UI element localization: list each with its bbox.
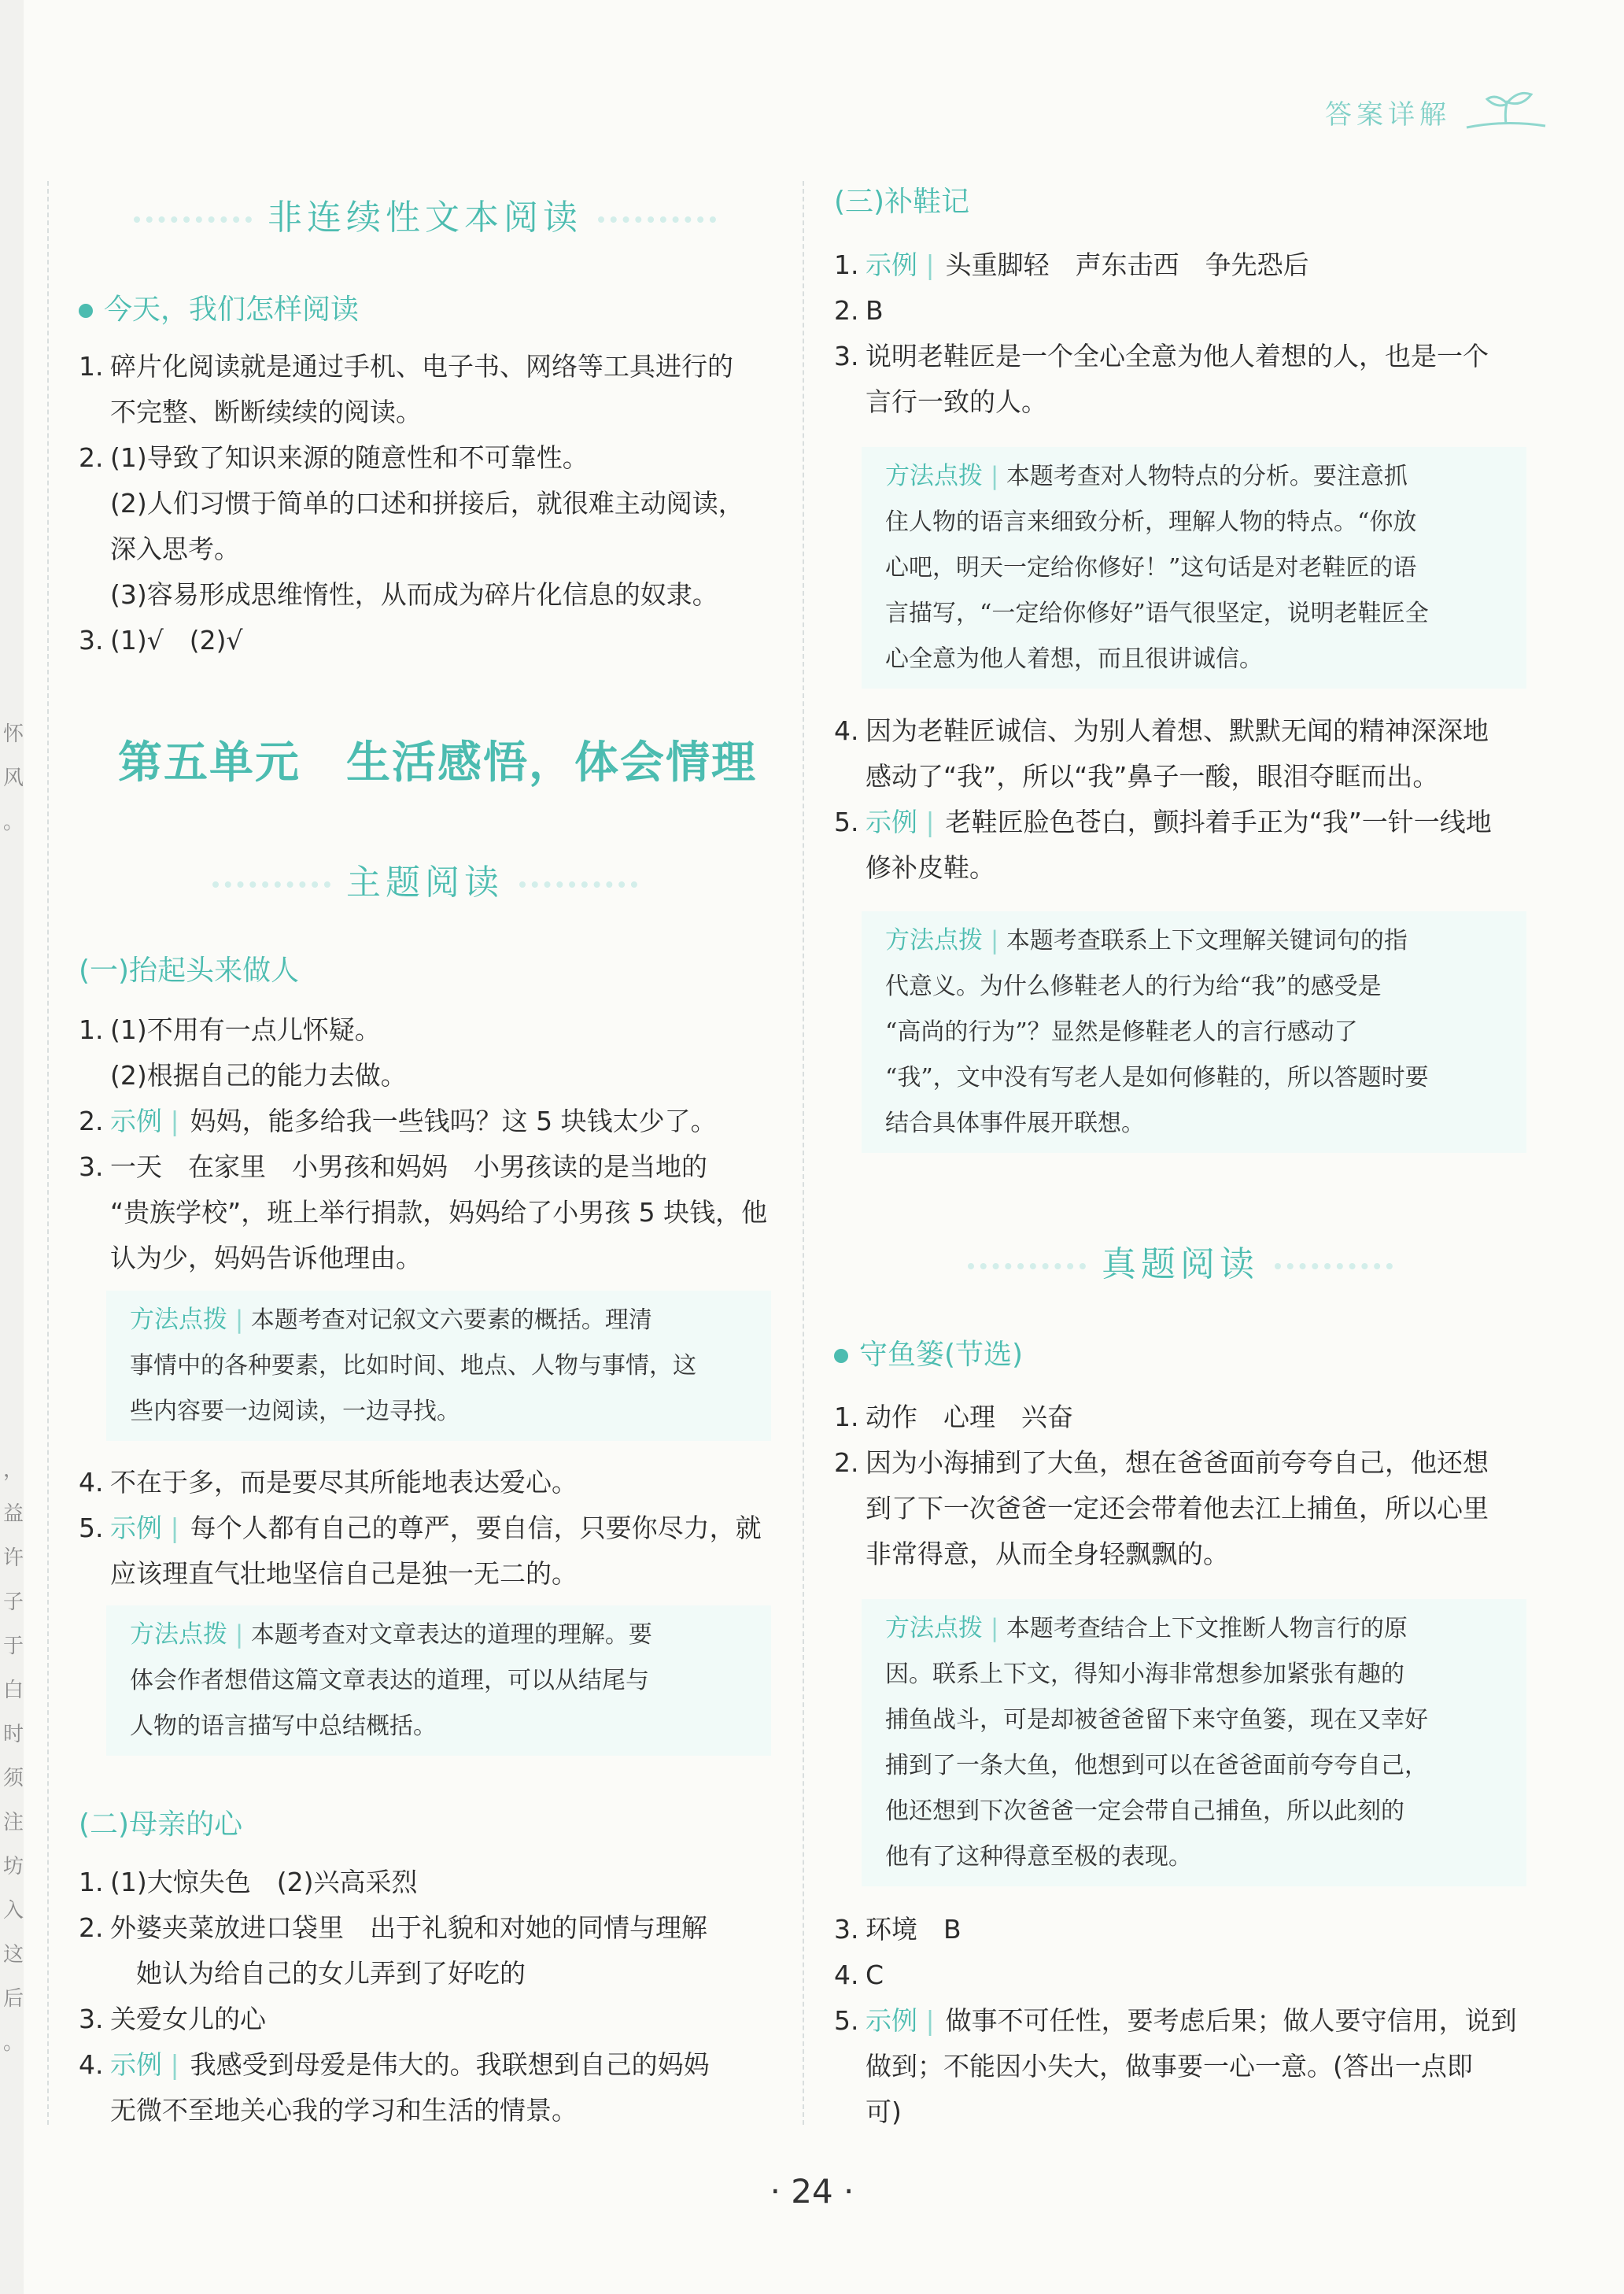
answer-item: 5. 示例 | 每个人都有自己的尊严，要自信，只要你尽力，就 应该理直气壮地坚信自己是独一无二的。 <box>79 1505 771 1597</box>
answer-item: 1. (1)不用有一点儿怀疑。 (2)根据自己的能力去做。 <box>79 1014 407 1091</box>
column-divider-center <box>803 181 804 2125</box>
subsection-title-1: (一)抬起头来做人 <box>79 955 300 987</box>
section-title-noncontinuous: 非连续性文本阅读 <box>79 189 771 239</box>
page-header <box>1325 88 1553 135</box>
answer-item: 4. 因为老鞋匠诚信、为别人着想、默默无闻的精神深深地 感动了“我”，所以“我”鼻子一酸，眼泪夺眶而出。 <box>834 715 1489 792</box>
bullet-icon <box>834 1349 848 1363</box>
answer-item: 4. 示例 | 我感受到母爱是伟大的。我联想到自己的妈妈 无微不至地关心我的学习和生活的情景。 <box>79 2042 771 2133</box>
edge-char: 后 <box>3 1987 24 2011</box>
edge-char: ， <box>3 1458 24 1482</box>
example-tag: 示例 | <box>110 1513 179 1543</box>
header-title: 答案详解 <box>1325 98 1451 131</box>
example-tag: 示例 | <box>110 2049 179 2080</box>
subsection-title-today: 今天，我们怎样阅读 <box>79 287 359 327</box>
answer-item: 1. 示例 | 头重脚轻 声东击西 争先恐后 <box>834 242 1526 288</box>
answer-item: 1. 动作 心理 兴奋 <box>834 1402 1073 1432</box>
page-number: · 24 · <box>770 2172 854 2211</box>
answer-item: 1. 碎片化阅读就是通过手机、电子书、网络等工具进行的 不完整、断断续续的阅读。 <box>79 351 733 427</box>
example-tag: 示例 | <box>866 807 935 837</box>
answer-item: 2. B <box>834 295 884 326</box>
method-tag: 方法点拨 | <box>885 926 998 955</box>
method-tip: 方法点拨 | 本题考查对记叙文六要素的概括。理清 事情中的各种要素，比如时间、地点、人物与事情，这 些内容要一边阅读，一边寻找。 <box>106 1291 771 1441</box>
subsection-title-3: (三)补鞋记 <box>834 186 970 218</box>
edge-char: 。 <box>3 2031 24 2055</box>
answer-item: 2. 外婆夹菜放进口袋里 出于礼貌和对她的同情与理解 她认为给自己的女儿弄到了好吃的 <box>79 1912 707 1989</box>
method-tag: 方法点拨 | <box>130 1306 243 1334</box>
edge-text-lower <box>3 1448 24 2065</box>
answer-item: 5. 示例 | 老鞋匠脸色苍白，颤抖着手正为“我”一针一线地 修补皮鞋。 <box>834 800 1526 891</box>
answer-item: 4. 不在于多，而是要尽其所能地表达爱心。 <box>79 1467 578 1498</box>
example-tag: 示例 | <box>866 249 935 280</box>
unit-title: 第五单元 生活感悟，体会情理 <box>118 737 757 789</box>
answer-item: 3. 关爱女儿的心 <box>79 2004 266 2034</box>
edge-char: 时 <box>3 1723 24 1746</box>
answer-item: 2. (1)导致了知识来源的随意性和不可靠性。 (2)人们习惯于简单的口述和拼接后，就很难主动阅读， 深入思考。 (3)容易形成思维惰性，从而成为碎片化信息的奴隶。 <box>79 442 744 610</box>
answer-item: 3. 一天 在家里 小男孩和妈妈 小男孩读的是当地的 “贵族学校”，班上举行捐款，妈妈给了小男孩 5 块钱，他 认为少，妈妈告诉他理由。 <box>79 1151 768 1273</box>
method-tag: 方法点拨 | <box>130 1620 243 1649</box>
edge-char: 这 <box>3 1943 24 1967</box>
edge-char: 风 <box>3 767 24 790</box>
answer-item: 3. (1)√ (2)√ <box>79 625 243 656</box>
example-tag: 示例 | <box>110 1106 179 1136</box>
subsection-title-fish-basket: 守鱼篓(节选) <box>834 1332 1023 1372</box>
answer-item: 4. C <box>834 1960 884 1990</box>
sprout-icon <box>1459 88 1553 135</box>
answer-item: 2. 因为小海捕到了大鱼，想在爸爸面前夸夸自己，他还想 到了下一次爸爸一定还会带着他去江上捕鱼，所以心里 非常得意，从而全身轻飘飘的。 <box>834 1447 1489 1569</box>
edge-char: 须 <box>3 1767 24 1790</box>
edge-char: 许 <box>3 1546 24 1570</box>
answer-item: 3. 环境 B <box>834 1914 961 1945</box>
section-title-theme: 主题阅读 <box>79 854 771 904</box>
edge-text-upper <box>3 712 24 844</box>
edge-char: 怀 <box>3 722 24 746</box>
answer-item: 2. 示例 | 妈妈，能多给我一些钱吗？这 5 块钱太少了。 <box>79 1099 771 1144</box>
bullet-icon <box>79 304 93 318</box>
subsection-title-2: (二)母亲的心 <box>79 1808 243 1841</box>
method-tag: 方法点拨 | <box>885 1614 998 1642</box>
column-divider-left <box>47 181 49 2125</box>
answer-item: 5. 示例 | 做事不可任性，要考虑后果；做人要守信用，说到 做到；不能因小失大，做事要一心一意。(答出一点即 可) <box>834 1998 1526 2135</box>
answer-item: 1. (1)大惊失色 (2)兴高采烈 <box>79 1867 418 1897</box>
method-tip: 方法点拨 | 本题考查对文章表达的道理的理解。要 体会作者想借这篇文章表达的道理，可以从结尾与 人物的语言描写中总结概括。 <box>106 1605 771 1756</box>
section-title-real-exam: 真题阅读 <box>834 1236 1526 1286</box>
edge-char: 。 <box>3 811 24 834</box>
edge-char: 入 <box>3 1899 24 1923</box>
method-tag: 方法点拨 | <box>885 462 998 490</box>
method-tip: 方法点拨 | 本题考查结合上下文推断人物言行的原 因。联系上下文，得知小海非常想参加紧张有趣的 捕鱼战斗，可是却被爸爸留下来守鱼篓，现在又幸好 捕到了一条大鱼，他想到可以在爸爸面前夸夸自己， 他还想到下次爸爸一定会带自己捕鱼，所以此刻的 他有了这种得意至极的表现。 <box>862 1599 1526 1886</box>
edge-char: 注 <box>3 1811 24 1834</box>
method-tip: 方法点拨 | 本题考查对人物特点的分析。要注意抓 住人物的语言来细致分析，理解人物的特点。“你放 心吧，明天一定给你修好！”这句话是对老鞋匠的语 言描写，“一定给你修好”语气很坚定，说明老鞋匠全 心全意为他人着想，而且很讲诚信。 <box>862 447 1526 689</box>
edge-char: 益 <box>3 1502 24 1526</box>
answer-item: 3. 说明老鞋匠是一个全心全意为他人着想的人，也是一个 言行一致的人。 <box>834 341 1489 417</box>
edge-char: 白 <box>3 1679 24 1702</box>
method-tip: 方法点拨 | 本题考查联系上下文理解关键词句的指 代意义。为什么修鞋老人的行为给“我”的感受是 “高尚的行为”？显然是修鞋老人的言行感动了 “我”，文中没有写老人是如何修鞋的，所以答题时要 结合具体事件展开联想。 <box>862 911 1526 1153</box>
example-tag: 示例 | <box>866 2005 935 2036</box>
edge-char: 于 <box>3 1635 24 1658</box>
edge-char: 子 <box>3 1590 24 1614</box>
edge-char: 坊 <box>3 1855 24 1878</box>
